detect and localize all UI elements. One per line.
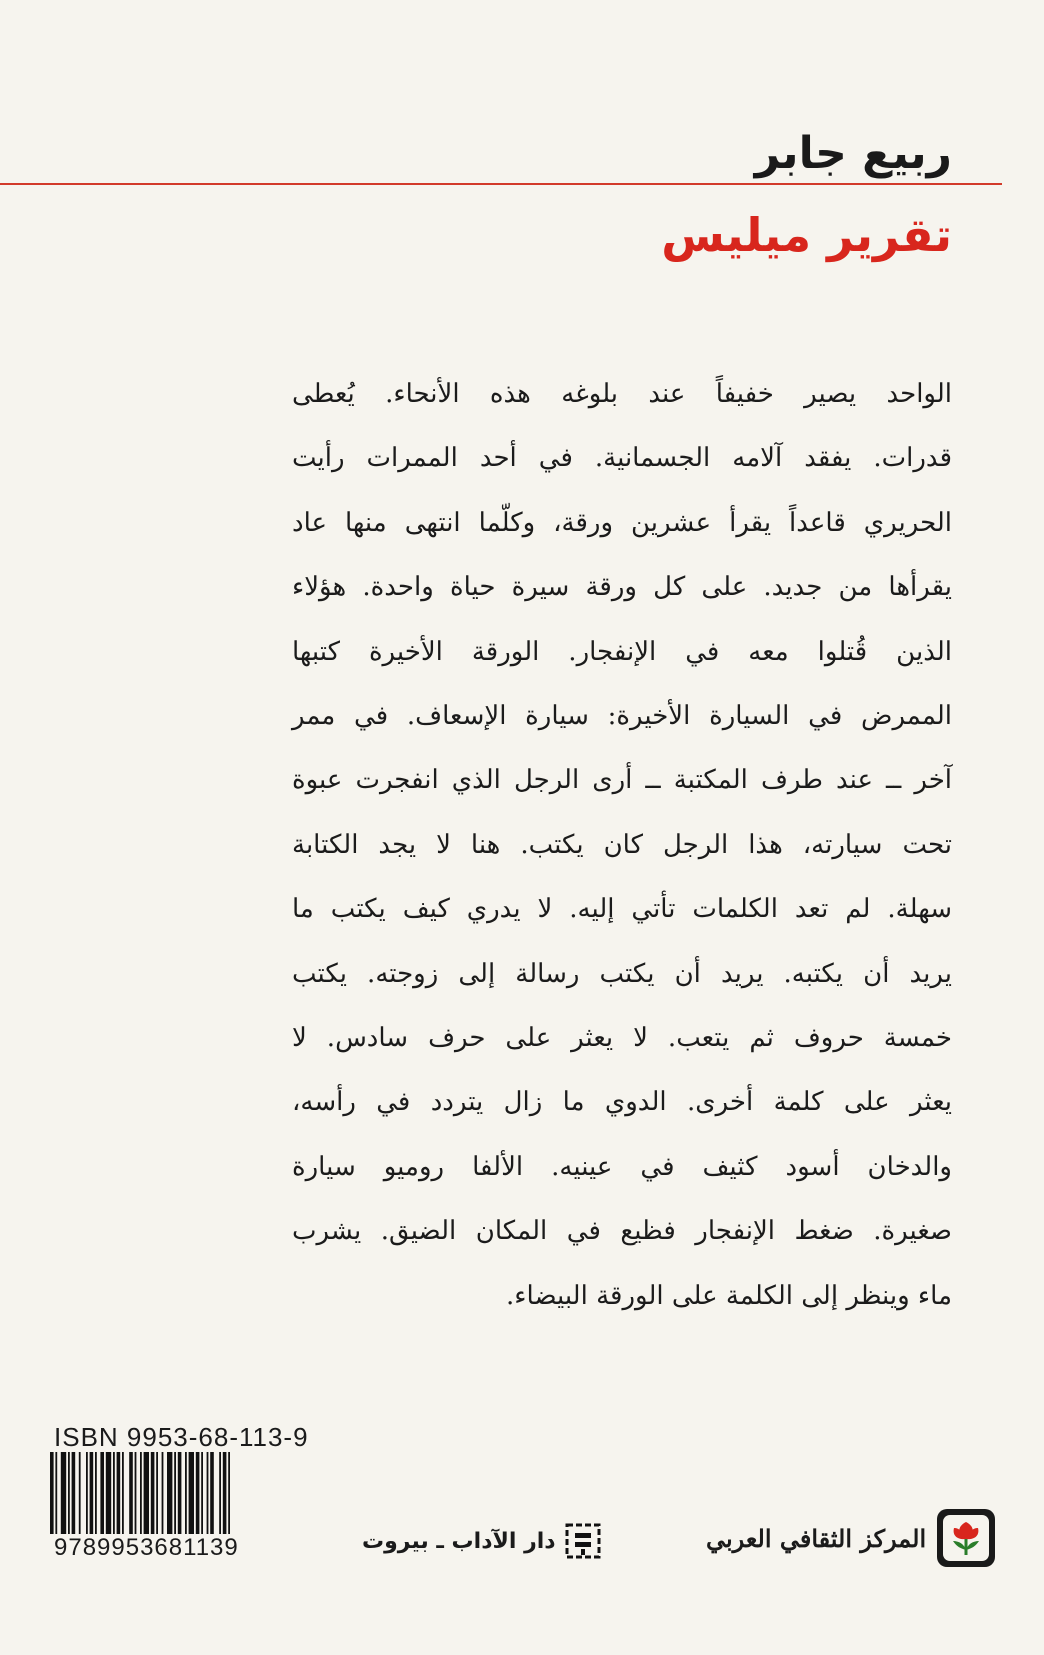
barcode-bar bbox=[106, 1452, 111, 1534]
blurb-line: صغيرة. ضغط الإنفجار فظيع في المكان الضيق. يشرب bbox=[292, 1216, 952, 1247]
author-name: ربيع جابر bbox=[754, 128, 952, 179]
barcode-bar bbox=[156, 1452, 158, 1534]
blurb-line: تحت سيارته، هذا الرجل كان يكتب. هنا لا يجد الكتابة bbox=[292, 829, 952, 860]
barcode-bar bbox=[219, 1452, 221, 1534]
blurb-line: ماء وينظر إلى الكلمة على الورقة البيضاء. bbox=[506, 1280, 952, 1311]
barcode-bar bbox=[144, 1452, 149, 1534]
blurb-text bbox=[292, 362, 952, 1328]
barcode-bar bbox=[162, 1452, 164, 1534]
blurb-line: الممرض في السيارة الأخيرة: سيارة الإسعاف. في ممر bbox=[292, 701, 952, 732]
red-divider bbox=[0, 183, 1002, 185]
barcode-bar bbox=[223, 1452, 227, 1534]
barcode-bar bbox=[72, 1452, 76, 1534]
markaz-flower-logo-icon bbox=[936, 1508, 996, 1568]
barcode-bar bbox=[95, 1452, 97, 1534]
barcode-bar bbox=[174, 1452, 176, 1534]
barcode-bar bbox=[122, 1452, 124, 1534]
blurb-line: آخر ــ عند طرف المكتبة ــ أرى الرجل الذي انفجرت عبوة bbox=[292, 765, 952, 796]
barcode-bar bbox=[201, 1452, 203, 1534]
barcode-bar bbox=[79, 1452, 81, 1534]
book-title: تقرير ميليس bbox=[661, 208, 952, 262]
barcode-bar bbox=[196, 1452, 200, 1534]
barcode-bar bbox=[210, 1452, 214, 1534]
barcode-bar bbox=[167, 1452, 172, 1534]
barcode-bar bbox=[207, 1452, 209, 1534]
barcode-bar bbox=[90, 1452, 94, 1534]
blurb-line: خمسة حروف ثم يتعب. لا يعثر على حرف سادس. لا bbox=[292, 1023, 952, 1054]
markaz-name: المركز الثقافي العربي bbox=[706, 1523, 927, 1553]
blurb-line: الذين قُتلوا معه في الإنفجار. الورقة الأخيرة كتبها bbox=[292, 636, 952, 667]
blurb-line: يريد أن يكتبه. يريد أن يكتب رسالة إلى زوجته. يكتب bbox=[292, 958, 952, 989]
barcode-bar bbox=[113, 1452, 115, 1534]
barcode-bar bbox=[140, 1452, 142, 1534]
blurb-line: قدرات. يفقد آلامه الجسمانية. في أحد الممرات رأيت bbox=[292, 443, 952, 474]
dar-al-adab-logo-icon bbox=[564, 1522, 602, 1560]
barcode-bar bbox=[151, 1452, 155, 1534]
barcode-bar bbox=[189, 1452, 194, 1534]
barcode-digits: 9789953681139 bbox=[54, 1534, 239, 1561]
barcode-bar bbox=[86, 1452, 88, 1534]
blurb-line: الواحد يصير خفيفاً عند بلوغه هذه الأنحاء. يُعطى bbox=[292, 379, 952, 409]
barcode-bar bbox=[50, 1452, 54, 1534]
barcode-bar bbox=[228, 1452, 230, 1534]
barcode-bar bbox=[185, 1452, 187, 1534]
blurb-line: يعثر على كلمة أخرى. الدوي ما زال يتردد في رأسه، bbox=[292, 1087, 952, 1118]
blurb-line: والدخان أسود كثيف في عينيه. الألفا روميو سيارة bbox=[292, 1151, 952, 1182]
blurb-line: سهلة. لم تعد الكلمات تأتي إليه. لا يدري كيف يكتب ما bbox=[292, 894, 952, 925]
barcode-bar bbox=[117, 1452, 121, 1534]
barcode-bar bbox=[100, 1452, 104, 1534]
publisher-dar-al-adab bbox=[362, 1522, 602, 1560]
dar-al-adab-name: دار الآداب ـ بيروت bbox=[362, 1528, 556, 1554]
barcode-icon bbox=[48, 1452, 302, 1534]
barcode-bar bbox=[135, 1452, 137, 1534]
publisher-markaz bbox=[706, 1508, 996, 1568]
blurb-line: يقرأها من جديد. على كل ورقة سيرة حياة واحدة. هؤلاء bbox=[292, 572, 952, 603]
blurb-line: الحريري قاعداً يقرأ عشرين ورقة، وكلّما انتهى منها عاد bbox=[292, 507, 952, 538]
barcode-bar bbox=[129, 1452, 133, 1534]
barcode-bar bbox=[55, 1452, 57, 1534]
barcode-bar bbox=[61, 1452, 66, 1534]
barcode-bar bbox=[68, 1452, 70, 1534]
isbn-label: ISBN 9953-68-113-9 bbox=[54, 1422, 309, 1452]
barcode-bar bbox=[178, 1452, 182, 1534]
